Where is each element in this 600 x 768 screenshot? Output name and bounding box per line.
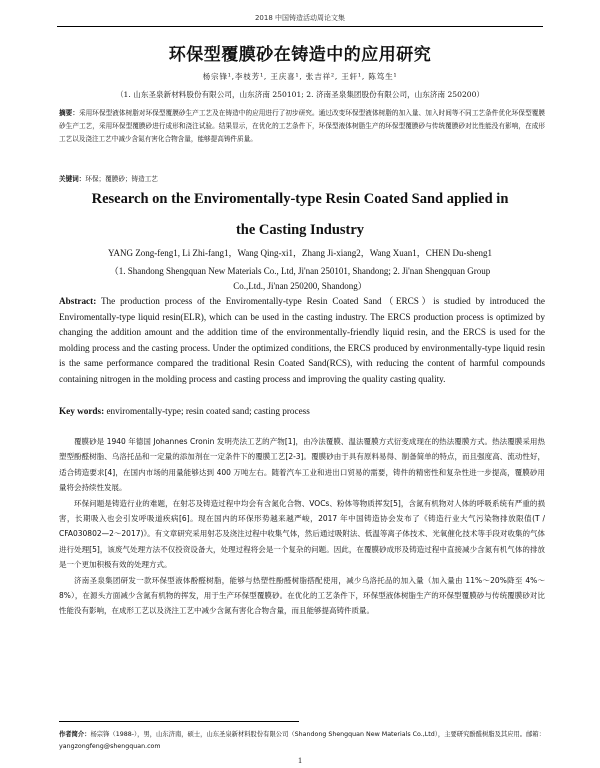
author-footnote bbox=[59, 729, 545, 753]
body-paragraph-2: 环保问题是铸造行业的难题，在射芯及铸造过程中均会有含氮化合物、VOCs、粉体等物质挥发[5]，含氮有机物对人体的呼吸系统有严重的损害，长期吸入也会引发呼吸道疾病[6]。现在国内的环保形势越来越严峻，2017 年中国铸造协会发布了《铸造行业大气污染物排放限值(T / CFA030802—2～2017)》。有文章研究采用射芯及浇注过程中收集气体，然后通过吸附法、低温等离子体技术、光氧催化技术等手段对收集的气体进行处理[5]，该废气处理方法不仅投资设备大，处理过程将会是一个复杂的问题。因此，在覆膜砂成形及铸造过程中直接减少含氮有机气体的排放是一个更加积极有效的处理方式。 bbox=[59, 498, 545, 570]
footnote-rule bbox=[59, 721, 299, 722]
chinese-keywords bbox=[59, 173, 545, 186]
running-head: 2018 中国铸造活动周论文集 bbox=[254, 14, 346, 22]
chinese-abstract-text: 采用环保型液体树脂对环保型覆膜砂生产工艺及在铸造中的应用进行了初步研究。通过改变环保型液体树脂的加入量、加入时间等不同工艺条件优化环保型覆膜砂生产工艺，采用环保型覆膜砂进行成形和浇注试验。结果显示，在优化的工艺条件下，环保型液体树脂生产的环保型覆膜砂与传统覆膜砂对比性能没有影响，在成形工艺以及浇注工艺中减少含氮有害化合物含量，能够提高铸件质量。 bbox=[59, 109, 546, 144]
english-abstract-text: The production process of the Enviromentally-type Resin Coated Sand（ERCS）is studied by introduced the Enviromentally-type liquid resin(ELR), which can be used in the casting industry. The ERCS production process is optimized by changing the addition amount and the addition time of the environmentally-friendly liquid resin, and the ERCS is used for the molding process and the casting process. Under the optimized conditions, the ERCS produced by environmentally-type liquid resin is the same performance compared the traditional Resin Coated Sand(RCS), with reducing the content of harmful compounds containing nitrogen in the molding process and casting process and improving the quality casting quality. bbox=[59, 296, 545, 384]
chinese-keywords-text: 环保；覆膜砂；铸造工艺 bbox=[85, 175, 158, 183]
english-abstract bbox=[59, 294, 545, 388]
chinese-abstract-label: 摘要： bbox=[59, 109, 79, 117]
chinese-authors: 杨宗锋¹,李枝芳¹, 王庆喜¹, 张吉祥², 王轩¹, 陈笃生¹ bbox=[202, 72, 398, 81]
english-keywords-text: enviromentally-type; resin coated sand; casting process bbox=[106, 406, 310, 416]
english-title-line-2: the Casting Industry bbox=[235, 222, 365, 238]
english-keywords-label: Key words: bbox=[59, 406, 105, 416]
body-paragraph-1: 覆膜砂是 1940 年德国 Johannes Cronin 发明壳法工艺的产物[1]，由冷法覆膜、温法覆膜方式衍变成现在的热法覆膜方式。热法覆膜采用热塑型酚醛树脂、乌洛托品和一定量的添加剂在一定条件下的覆膜工艺[2-3]。覆膜砂由于具有原料易得、制备简单的特点，而且强度高、流动性好，适合铸造要求[4]，在国内市场的用量能够达到 400 万吨左右。随着汽车工业和进出口贸易的需要，铸件的精密性和复杂性进一步提高，覆膜砂用量将会持续性发展。 bbox=[59, 437, 545, 493]
body-paragraph-3: 济南圣泉集团研发一款环保型液体酚醛树脂，能够与热塑性酚醛树脂搭配使用，减少乌洛托品的加入量（加入量由 11%～20%降至 4%～8%），在源头方面减少含氮有机物的挥发，用于生产环保型覆膜砂。在优化的工艺条件下，环保型液体树脂生产的环保型覆膜砂与传统覆膜砂对比性能没有影响，在成形工艺以及浇注工艺中减少含氮有害化合物含量，而且能够提高铸件质量。 bbox=[59, 575, 545, 616]
chinese-keywords-label: 关键词： bbox=[59, 175, 86, 183]
chinese-affiliation: （1. 山东圣泉新材料股份有限公司，山东济南 250101; 2. 济南圣泉集团股份有限公司，山东济南 250200） bbox=[115, 90, 485, 99]
header-rule bbox=[57, 26, 543, 27]
english-affiliation-line-1: （1. Shandong Shengquan New Materials Co., Ltd, Ji'nan 250101, Shandong; 2. Ji'nan Shengquan Group bbox=[109, 266, 491, 276]
english-keywords bbox=[59, 404, 545, 420]
english-authors: YANG Zong-feng1, Li Zhi-fang1，Wang Qing-xi1，Zhang Ji-xiang2，Wang Xuan1，CHEN Du-sheng1 bbox=[108, 248, 492, 258]
page-number: 1 bbox=[298, 756, 302, 765]
english-affiliation bbox=[0, 264, 600, 294]
chinese-title: 环保型覆膜砂在铸造中的应用研究 bbox=[168, 45, 432, 65]
chinese-abstract bbox=[59, 107, 545, 147]
english-abstract-label: Abstract: bbox=[59, 296, 97, 306]
footnote-label: 作者简介： bbox=[59, 731, 91, 738]
body-text bbox=[59, 434, 545, 619]
english-title-line-1: Research on the Enviromentally-type Resin Coated Sand applied in bbox=[91, 191, 509, 207]
footnote-text: 杨宗锋（1988-），男，山东济南，硕士，山东圣泉新材料股份有限公司（Shandong Shengquan New Materials Co.,Ltd），主要研究酚醛树脂及其应用。邮箱：yangzongfeng@shengquan.com bbox=[59, 731, 545, 750]
english-affiliation-line-2: Co.,Ltd., Ji'nan 250200, Shandong） bbox=[233, 281, 367, 291]
